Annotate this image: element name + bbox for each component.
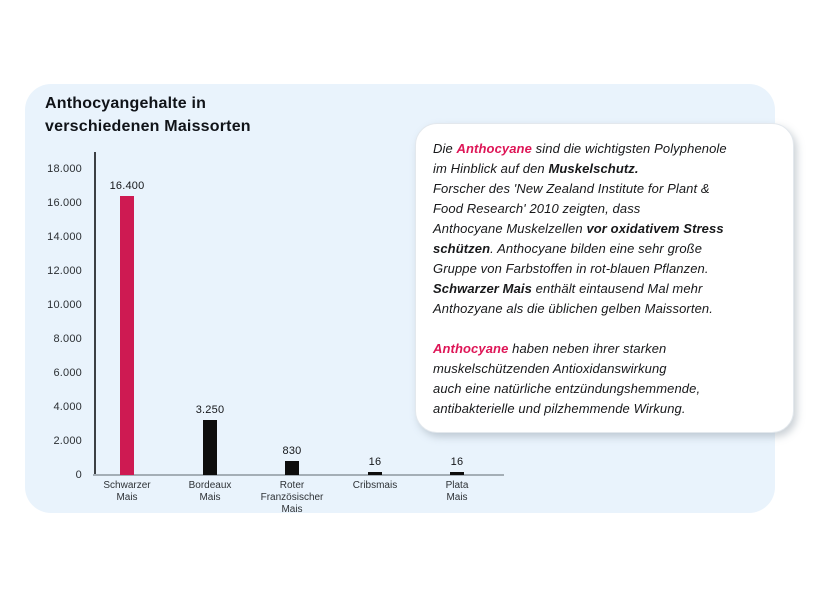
info-text-segment: Muskelschutz. xyxy=(548,161,639,176)
bar-schwarzer-mais xyxy=(120,196,134,475)
info-text-segment: im Hinblick auf den xyxy=(433,161,549,176)
bar-value-label: 16 xyxy=(368,456,382,468)
bar-value-label: 830 xyxy=(282,445,302,457)
y-axis-tick-label: 8.000 xyxy=(53,333,82,345)
info-text-segment: Forscher des 'New Zealand Institute for Plant & xyxy=(433,181,710,196)
info-text-segment: enthält eintausend Mal mehr xyxy=(531,281,703,296)
info-box xyxy=(415,123,794,433)
x-axis-category-label: Bordeaux Mais xyxy=(188,480,232,503)
info-text-segment: Gruppe von Farbstoffen in rot-blauen Pflanzen. xyxy=(433,261,709,276)
infobox-paragraph xyxy=(433,339,777,419)
y-axis-tick-label: 14.000 xyxy=(47,231,82,243)
x-axis-category-label: Roter Französischer Mais xyxy=(260,480,324,515)
info-text-segment: sind die wichtigsten Polyphenole xyxy=(531,141,727,156)
y-axis-tick-label: 16.000 xyxy=(47,197,82,209)
info-text-segment: auch eine natürliche entzündungshemmende, xyxy=(433,381,701,396)
bar-plata-mais xyxy=(450,472,464,475)
info-text-segment: Die xyxy=(433,141,457,156)
bar-cribsmais xyxy=(368,472,382,475)
info-text-segment: Schwarzer Mais xyxy=(433,281,532,296)
info-text-segment: Anthozyane als die üblichen gelben Maissorten. xyxy=(433,301,713,316)
x-axis-category-label: Cribsmais xyxy=(352,480,398,491)
info-text-segment: Anthocyane xyxy=(456,141,532,156)
infobox-paragraph xyxy=(433,139,777,319)
bar-value-label: 16.400 xyxy=(109,180,145,192)
info-text-segment: haben neben ihrer starken xyxy=(508,341,667,356)
bar-roter-franz-sischer-mais xyxy=(285,461,299,475)
y-axis-tick-label: 10.000 xyxy=(47,299,82,311)
x-axis-category-label: Schwarzer Mais xyxy=(103,480,151,503)
y-axis-tick-label: 12.000 xyxy=(47,265,82,277)
chart-title-line2: verschiedenen Maissorten xyxy=(45,118,251,135)
y-axis-tick-label: 6.000 xyxy=(53,367,82,379)
chart-title-line1: Anthocyangehalte in xyxy=(45,95,207,112)
info-text-segment: . Anthocyane bilden eine sehr große xyxy=(490,241,703,256)
bar-value-label: 3.250 xyxy=(195,404,225,416)
info-text-segment: Anthocyane Muskelzellen xyxy=(433,221,587,236)
info-text-segment: Anthocyane xyxy=(433,341,509,356)
bar-bordeaux-mais xyxy=(203,420,217,475)
y-axis-tick-label: 2.000 xyxy=(53,435,82,447)
y-axis-tick-label: 4.000 xyxy=(53,401,82,413)
y-axis-tick-label: 18.000 xyxy=(47,163,82,175)
info-text-segment: Food Research' 2010 zeigten, dass xyxy=(433,201,641,216)
info-text-segment: muskelschützenden Antioxidanswirkung xyxy=(433,361,667,376)
y-axis-tick-label: 0 xyxy=(75,469,82,481)
info-text-segment: vor oxidativem Stress xyxy=(586,221,724,236)
bar-value-label: 16 xyxy=(450,456,464,468)
info-text-segment: schützen xyxy=(433,241,491,256)
info-text-segment: antibakterielle und pilzhemmende Wirkung. xyxy=(433,401,686,416)
x-axis-category-label: Plata Mais xyxy=(445,480,469,503)
y-axis-line xyxy=(94,152,96,476)
